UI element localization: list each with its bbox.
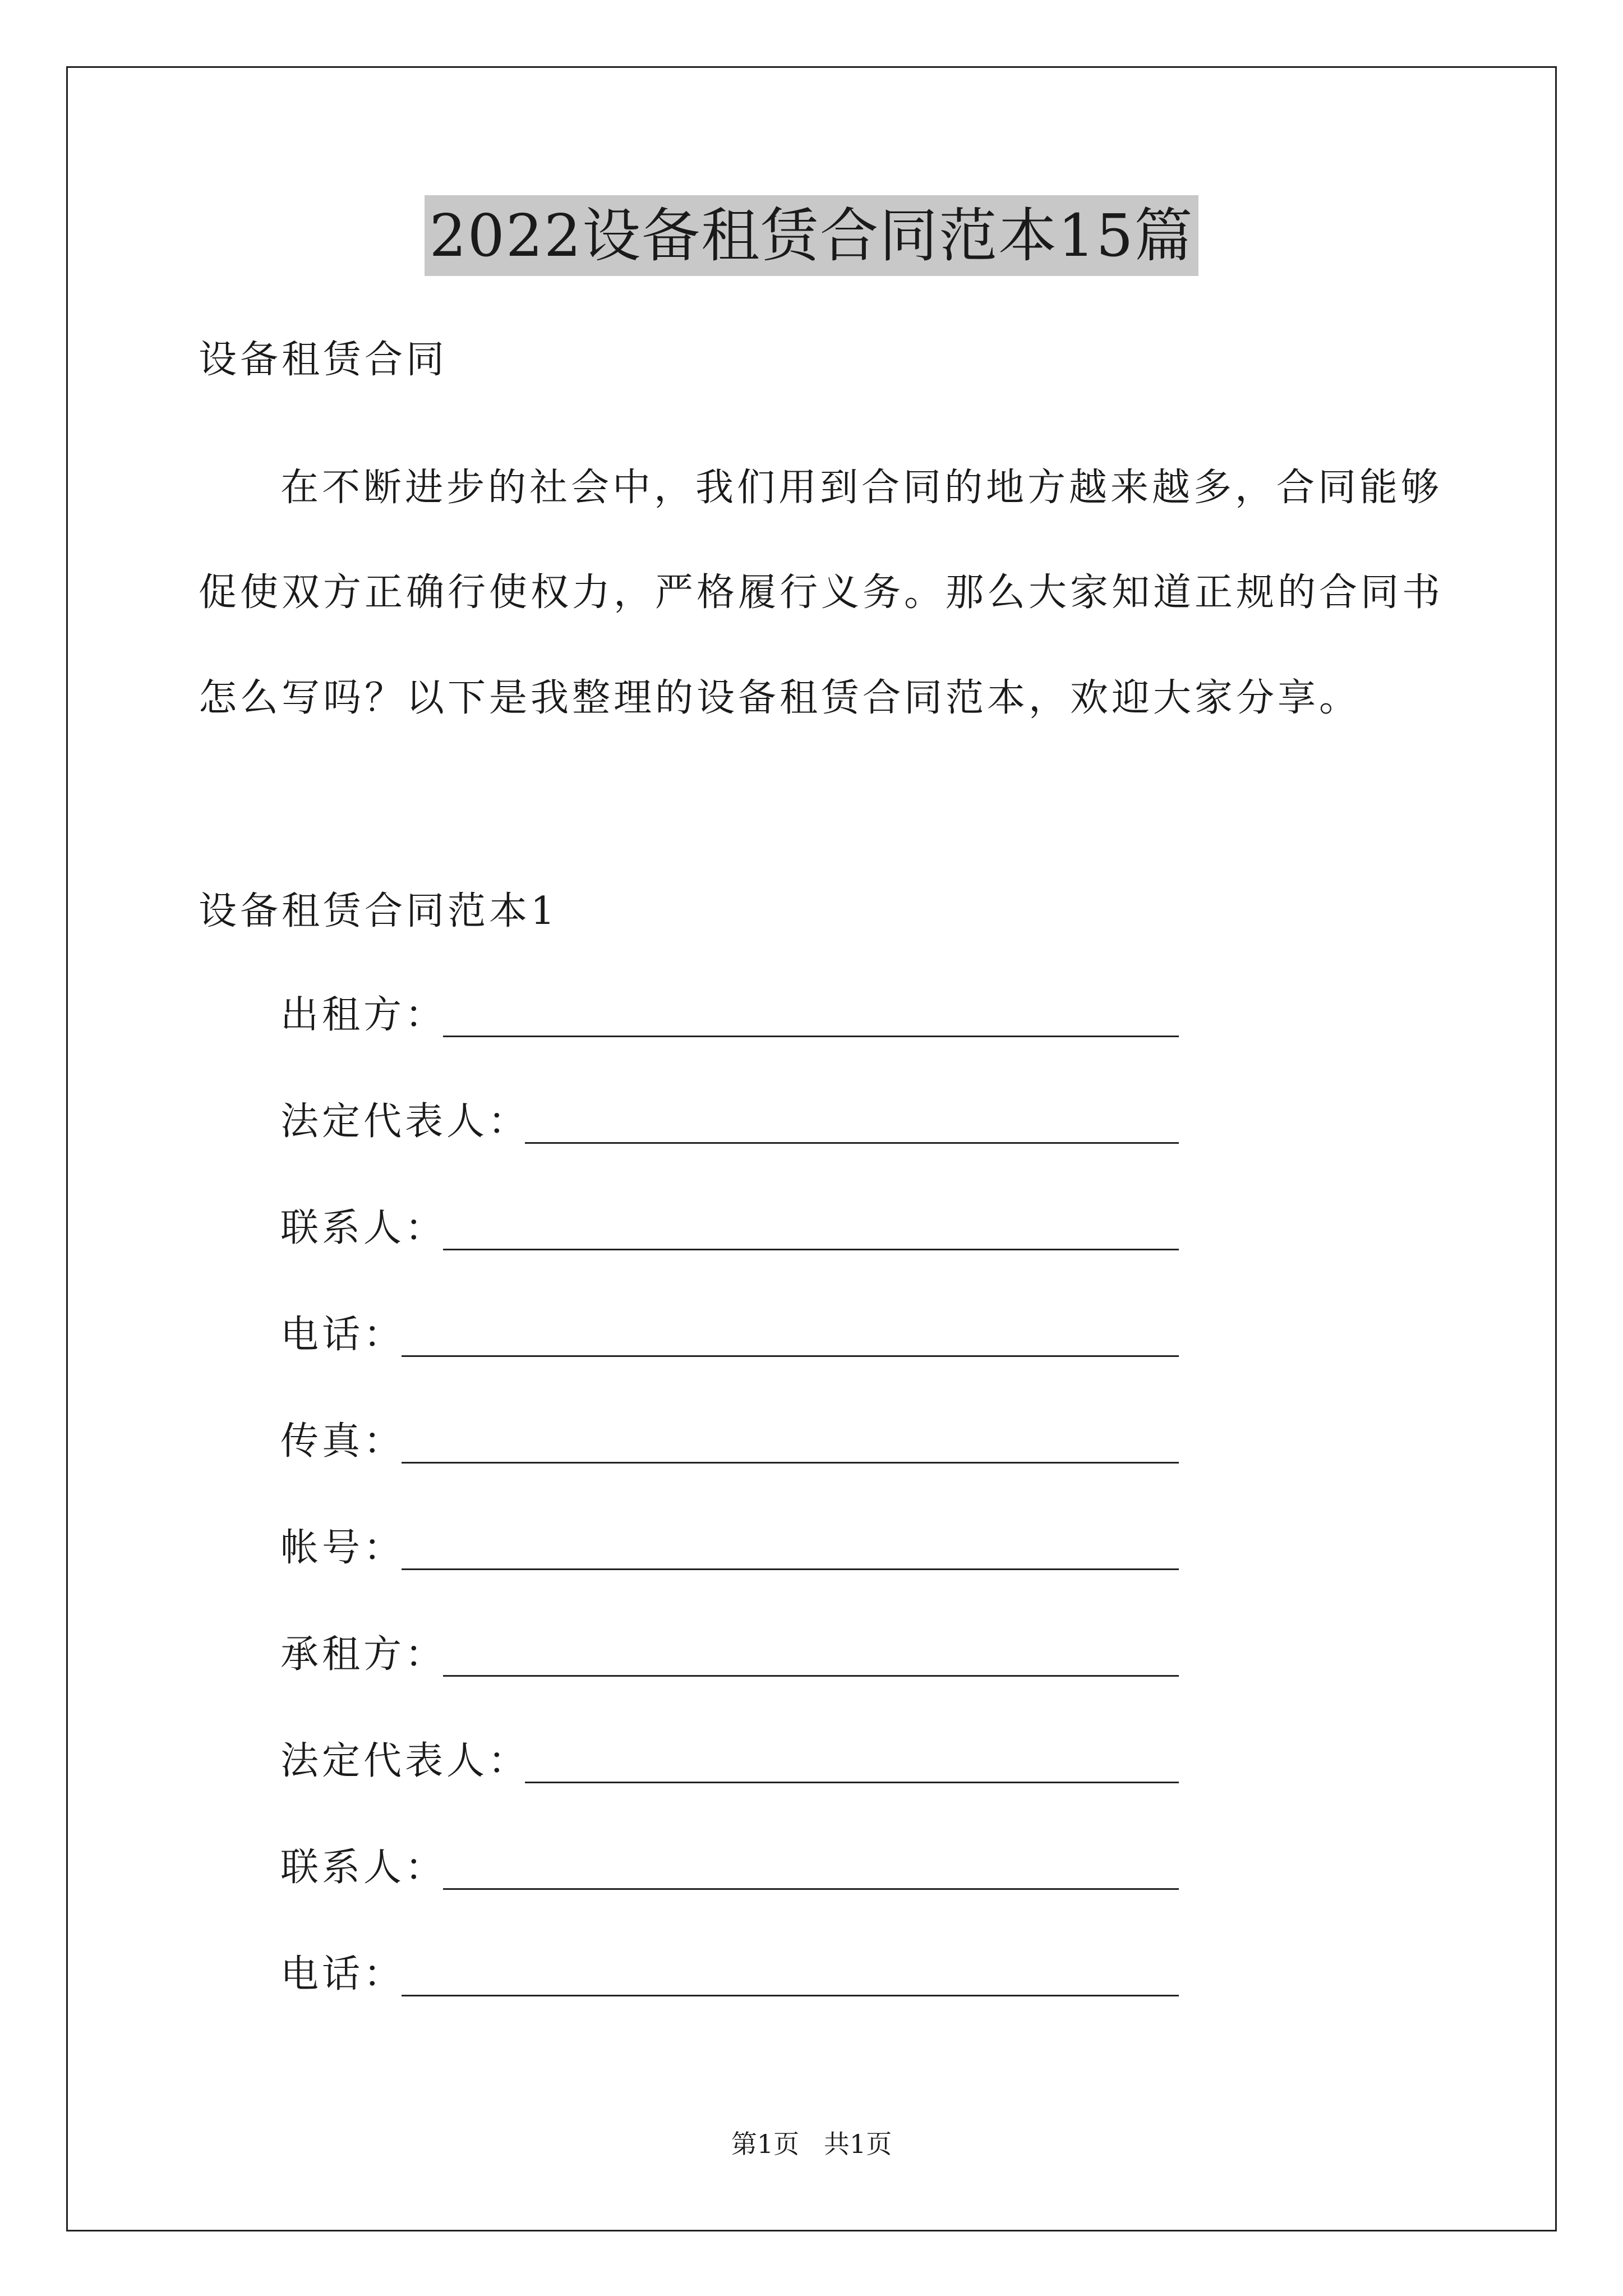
field-blank-line [525,1142,1179,1144]
field-blank-line [443,1888,1179,1890]
field-blank-line [443,1036,1179,1037]
field-lessor-legal-rep [280,1097,529,1147]
field-lessor-fax [280,1416,405,1467]
field-lessee-contact [280,1843,446,1893]
field-blank-line [402,1462,1179,1464]
field-lessor [280,990,446,1041]
field-label: 法定代表人： [280,1739,530,1783]
intro-line-3: 怎么写吗？以下是我整理的设备租赁合同范本，欢迎大家分享。 [199,676,1361,720]
field-blank-line [402,1995,1179,1996]
page-border [66,66,1557,2231]
field-lessee [280,1630,446,1680]
heading: 设备租赁合同 [199,338,448,382]
intro-line-2: 促使双方正确行使权力，严格履行义务。那么大家知道正规的合同书 [199,570,1444,615]
field-label: 联系人： [280,1846,447,1890]
field-label: 电话： [280,1952,405,1996]
field-label: 帐号： [280,1526,405,1570]
intro-line-1: 在不断进步的社会中，我们用到合同的地方越来越多，合同能够 [280,466,1443,510]
field-lessor-contact [280,1203,446,1254]
document-title: 2022设备租赁合同范本15篇 [425,195,1198,276]
title-container [0,195,1623,276]
field-label: 出租方： [280,993,447,1037]
section-title: 设备租赁合同范本1 [199,889,559,933]
field-label: 电话： [280,1313,405,1357]
field-label: 联系人： [280,1206,447,1250]
field-lessor-account [280,1523,405,1573]
field-lessee-phone [280,1949,405,2000]
field-label: 法定代表人： [280,1099,530,1144]
field-blank-line [443,1675,1179,1677]
field-blank-line [402,1568,1179,1570]
field-label: 承租方： [280,1632,447,1677]
field-blank-line [402,1355,1179,1357]
field-blank-line [443,1249,1179,1250]
field-blank-line [525,1782,1179,1783]
field-label: 传真： [280,1419,405,1464]
field-lessee-legal-rep [280,1736,529,1787]
page-footer: 第1页 共1页 [731,2129,892,2159]
field-lessor-phone [280,1310,405,1360]
